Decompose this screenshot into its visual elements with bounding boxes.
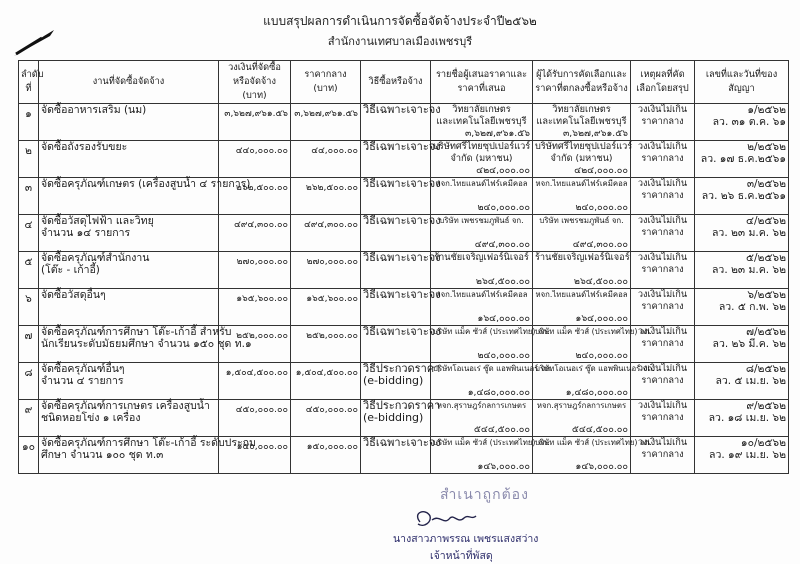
handwritten-signature	[410, 506, 480, 532]
winner-line: บริษัทโอเนอเร่ ซู๊ด แอพพินเนอร์ จก.	[535, 364, 655, 373]
procurement-table	[18, 60, 789, 474]
item-line: จัดซื้อครุภัณฑ์การศึกษา โต๊ะ-เก้าอี้ ระดับประถม	[41, 437, 256, 449]
table-row	[19, 215, 789, 252]
cell-mid-price	[291, 437, 361, 474]
cell-winner	[533, 363, 655, 400]
bidder-line: ๒๔๐,๐๐๐.๐๐	[477, 202, 530, 213]
cell-no	[19, 363, 39, 400]
budget-value: ๓,๖๒๗,๙๖๑.๕๖	[224, 109, 288, 119]
budget-value: ๒๖๒,๕๐๐.๐๐	[235, 183, 288, 193]
winner-line: จำกัด (มหาชน)	[550, 153, 613, 164]
cell-method	[361, 288, 441, 326]
bidder-line: หจก.ไทยแลนด์ไฟร์เคมีคอล	[435, 179, 528, 188]
bidder-line: บริษัท เพชรชมภูพันธ์ จก.	[439, 216, 524, 225]
contract-line: ลว. ๑๙ เม.ย. ๖๒	[709, 449, 786, 461]
cell-item	[39, 289, 219, 326]
contract-line: ลว. ๒๓ ม.ค. ๖๒	[712, 227, 786, 239]
bidder-line: ๑๖๔,๐๐๐.๐๐	[477, 313, 530, 324]
cell-winner	[533, 326, 652, 363]
winner-line: หจก.ไทยแลนด์ไฟร์เคมีคอล	[535, 179, 628, 188]
mid-price-value: ๓,๖๒๗,๙๖๑.๕๖	[294, 109, 358, 119]
method-line: วิธีเฉพาะเจาะจง	[363, 325, 441, 338]
header-bidders: รายชื่อผู้เสนอราคาและราคาที่เสนอ	[431, 61, 533, 104]
mid-price-value: ๑,๕๐๔,๕๐๐.๐๐	[295, 368, 358, 378]
winner-line	[535, 264, 628, 276]
cell-bidder	[431, 178, 533, 215]
cell-mid-price	[291, 363, 361, 400]
bidder-line: บริษัท แม็ค ซัวส์ (ประเทศไทย) จก.	[433, 438, 550, 447]
no-value: ๕	[24, 256, 33, 268]
table-row	[19, 400, 789, 437]
cell-no	[19, 141, 39, 178]
cell-contract	[695, 141, 789, 178]
cell-bidder	[431, 400, 533, 437]
cell-item	[39, 141, 219, 178]
cell-no	[19, 437, 39, 474]
contract-line: ลว. ๕ ก.พ. ๖๒	[718, 301, 786, 313]
cell-method	[361, 214, 441, 252]
certified-copy-stamp: สำเนาถูกต้อง	[440, 487, 529, 503]
cell-budget	[219, 141, 291, 178]
cell-item	[39, 215, 219, 252]
winner-line: หจก.สุราษฎร์กลการเกษตร	[536, 401, 627, 410]
header-budget: วงเงินที่จัดซื้อหรือจัดจ้าง (บาท)	[219, 61, 291, 104]
cell-mid-price	[291, 400, 361, 437]
mid-price-value: ๒๖๒,๕๐๐.๐๐	[305, 183, 358, 193]
reason-line: ราคากลาง	[641, 227, 684, 238]
reason-line: วงเงินไม่เกิน	[637, 326, 688, 337]
winner-line: ๑๔๖,๐๐๐.๐๐	[575, 461, 628, 472]
cell-winner	[533, 215, 631, 252]
header-method: วิธีซื้อหรือจ้าง	[361, 61, 431, 104]
cell-no	[19, 178, 39, 215]
reason-line: วงเงินไม่เกิน	[637, 141, 688, 152]
method-line: วิธีประกวดราคา	[363, 399, 441, 412]
contract-line: ๗/๒๕๖๒	[746, 326, 786, 338]
winner-line: บริษัท แม็ค ซัวส์ (ประเทศไทย) จก.	[535, 438, 652, 447]
mid-price-value: ๑๕๐,๐๐๐.๐๐	[306, 442, 358, 452]
bidder-line	[433, 227, 530, 239]
bidder-line: ๑,๔๘๐,๐๐๐.๐๐	[467, 387, 530, 398]
mid-price-value: ๔๙๔,๓๐๐.๐๐	[303, 220, 358, 230]
method-line: วิธีเฉพาะเจาะจง	[363, 214, 441, 227]
item-line: นักเรียนระดับมัธยมศึกษา จำนวน ๑๕๐ ชุด ท.๑	[41, 338, 252, 350]
cell-mid-price	[291, 104, 361, 141]
item-line: จัดซื้อถังรองรับขยะ	[41, 141, 128, 153]
method-line: วิธีเฉพาะเจาะจง	[363, 251, 441, 264]
reason-line: ราคากลาง	[641, 338, 684, 349]
reason-line: ราคากลาง	[641, 116, 684, 127]
mid-price-value: ๒๗๐,๐๐๐.๐๐	[306, 257, 358, 267]
cell-method	[361, 362, 441, 400]
bidder-line: หจก.ไทยแลนด์ไฟร์เคมีคอล	[435, 290, 528, 299]
cell-bidder	[431, 141, 533, 178]
winner-line	[535, 301, 628, 313]
no-value: ๑๐	[21, 441, 36, 453]
cell-budget	[219, 400, 291, 437]
cell-no	[19, 252, 39, 289]
cell-method	[361, 177, 441, 215]
winner-line	[535, 412, 628, 424]
no-value: ๙	[24, 404, 33, 416]
cell-reason	[631, 215, 695, 252]
table-row	[19, 252, 789, 289]
winner-line	[535, 190, 628, 202]
cell-reason	[631, 141, 695, 178]
item-line	[41, 301, 216, 313]
contract-line: ๖/๒๕๖๒	[747, 289, 786, 301]
cell-item	[39, 326, 252, 363]
document-subtitle: สำนักงานเทศบาลเมืองเพชรบุรี	[327, 35, 473, 48]
cell-item	[39, 252, 219, 289]
cell-contract	[695, 326, 789, 363]
header-contract: เลขที่และวันที่ของสัญญา	[695, 61, 789, 104]
method-line	[363, 301, 428, 313]
reason-line: วงเงินไม่เกิน	[637, 178, 688, 189]
table-header-row	[19, 61, 789, 104]
method-line	[363, 264, 428, 276]
contract-line: ลว. ๒๓ ม.ค. ๖๒	[712, 264, 786, 276]
method-line	[363, 153, 428, 165]
item-line	[41, 190, 216, 202]
bidder-line: วิทยาลัยเกษตร	[452, 104, 511, 115]
contract-line: ลว. ๑๘ เม.ย. ๖๒	[708, 412, 786, 424]
cell-contract	[695, 215, 789, 252]
cell-mid-price	[291, 326, 361, 363]
cell-mid-price	[291, 289, 361, 326]
item-line: จัดซื้อครุภัณฑ์การเกษตร เครื่องสูบน้ำ	[41, 400, 210, 412]
item-line	[41, 116, 216, 128]
bidder-line: ร้านชัยเจริญเฟอร์นิเจอร์	[434, 252, 529, 263]
item-line: จัดซื้อครุภัณฑ์สำนักงาน	[41, 252, 150, 264]
cell-method	[361, 399, 441, 437]
item-line: จัดซื้อวัสดุอื่นๆ	[41, 289, 106, 301]
no-value: ๒	[25, 145, 32, 157]
contract-line: ลว. ๓๑ ต.ค. ๖๑	[712, 116, 786, 128]
winner-line: หจก.ไทยแลนด์ไฟร์เคมีคอล	[535, 290, 628, 299]
bidder-line: ๓,๖๒๗,๙๖๑.๕๖	[464, 128, 530, 139]
cell-item	[39, 178, 251, 215]
cell-bidder	[431, 215, 533, 252]
bidder-line: หจก.สุราษฎร์กลการเกษตร	[436, 401, 527, 410]
method-line	[363, 227, 428, 239]
contract-line: ๙/๒๕๖๒	[746, 400, 786, 412]
cell-reason	[631, 178, 695, 215]
bidder-line: ๒๔๐,๐๐๐.๐๐	[477, 350, 530, 361]
table-row	[19, 437, 789, 474]
bidder-line	[433, 338, 530, 350]
winner-line: ๑,๔๘๐,๐๐๐.๐๐	[565, 387, 628, 398]
contract-line: ลว. ๒๖ ธ.ค.๒๕๖๑	[701, 190, 786, 202]
method-line: วิธีเฉพาะเจาะจง	[363, 140, 441, 153]
method-line	[363, 338, 428, 350]
budget-value: ๑,๕๐๔,๕๐๐.๐๐	[225, 368, 288, 378]
cell-item	[39, 104, 219, 141]
item-line: จัดซื้อครุภัณฑ์การศึกษา โต๊ะ-เก้าอี้ สำหรับ	[41, 326, 232, 338]
bidder-line: บริษัทศรีไทยซุปเปอร์แวร์	[433, 141, 531, 152]
mid-price-value: ๑๖๕,๖๐๐.๐๐	[306, 294, 358, 304]
budget-value: ๒๗๐,๐๐๐.๐๐	[236, 257, 288, 267]
header-no: ลำดับที่	[19, 61, 39, 104]
method-line: วิธีเฉพาะเจาะจง	[363, 288, 441, 301]
no-value: ๗	[24, 330, 33, 342]
winner-line: วิทยาลัยเกษตร	[552, 104, 611, 115]
cell-winner	[533, 178, 631, 215]
no-value: ๖	[25, 293, 32, 305]
cell-reason	[631, 400, 695, 437]
cell-reason	[631, 437, 695, 474]
header-winner: ผู้ได้รับการคัดเลือกและราคาที่ตกลงซื้อหรือจ้าง	[533, 61, 631, 104]
bidder-line: บริษัทโอเนอเร่ ซู๊ด แอพพินเนอร์ จก.	[433, 364, 553, 373]
no-value: ๘	[24, 367, 33, 379]
contract-line: ๕/๒๕๖๒	[746, 252, 786, 264]
table-row	[19, 289, 789, 326]
item-line: จัดซื้อครุภัณฑ์อื่นๆ	[41, 363, 125, 375]
winner-line: ๓,๖๒๗,๙๖๑.๕๖	[562, 128, 628, 139]
winner-line: ร้านชัยเจริญเฟอร์นิเจอร์	[535, 252, 630, 263]
cell-winner	[533, 104, 631, 141]
contract-line: ลว. ๒๖ มี.ค. ๖๒	[712, 338, 786, 350]
budget-value: ๔๙๔,๓๐๐.๐๐	[233, 220, 288, 230]
cell-reason	[631, 252, 695, 289]
bidder-line	[433, 375, 530, 387]
cell-reason	[631, 363, 695, 400]
cell-item	[39, 400, 219, 437]
signer-position: เจ้าหน้าที่พัสดุ	[430, 550, 493, 562]
winner-line	[535, 227, 628, 239]
winner-line: ๕๔๔,๕๐๐.๐๐	[571, 424, 628, 435]
no-value: ๑	[25, 108, 32, 120]
cell-bidder	[431, 289, 533, 326]
contract-line: ๑๐/๒๕๖๒	[740, 437, 786, 449]
reason-line: ราคากลาง	[641, 375, 684, 386]
cell-no	[19, 400, 39, 437]
cell-method	[361, 103, 441, 141]
winner-line: และเทคโนโลยีเพชรบุรี	[536, 116, 627, 127]
cell-reason	[631, 326, 695, 363]
winner-line: ๒๔๐,๐๐๐.๐๐	[575, 350, 628, 361]
method-line	[363, 449, 428, 461]
bidder-line: ๔๙๔,๓๐๐.๐๐	[474, 239, 530, 250]
reason-line: วงเงินไม่เกิน	[637, 252, 688, 263]
no-value: ๔	[24, 219, 33, 231]
cell-bidder	[431, 252, 533, 289]
item-line: ศึกษา จำนวน ๑๐๐ ชุด ท.๓	[41, 449, 164, 461]
cell-budget	[219, 252, 291, 289]
cell-winner	[533, 141, 631, 178]
reason-line: ราคากลาง	[641, 264, 684, 275]
cell-no	[19, 289, 39, 326]
winner-line: บริษัท แม็ค ซัวส์ (ประเทศไทย) จก.	[535, 327, 652, 336]
winner-line: ๒๖๔,๕๐๐.๐๐	[573, 276, 628, 287]
cell-mid-price	[291, 215, 361, 252]
method-line: (e-bidding)	[363, 411, 424, 424]
item-line: จำนวน ๑๔ รายการ	[41, 227, 131, 239]
item-line: จัดซื้อครุภัณฑ์เกษตร (เครื่องสูบน้ำ ๔ รายการ)	[41, 178, 251, 190]
no-value: ๓	[24, 182, 33, 194]
reason-line: วงเงินไม่เกิน	[637, 437, 688, 448]
mid-price-value: ๔๔,๐๐๐.๐๐	[311, 146, 358, 156]
bidder-line	[433, 301, 530, 313]
reason-line: ราคากลาง	[641, 449, 684, 460]
reason-line: วงเงินไม่เกิน	[637, 289, 688, 300]
bidder-line: จำกัด (มหาชน)	[450, 153, 513, 164]
bidder-line	[433, 412, 530, 424]
signer-name: นางสาวภาพรรณ เพชรแสงสว่าง	[393, 533, 539, 545]
cell-budget	[219, 104, 291, 141]
cell-winner	[533, 400, 631, 437]
item-line: จำนวน ๔ รายการ	[41, 375, 124, 387]
reason-line: วงเงินไม่เกิน	[637, 215, 688, 226]
contract-line: ๔/๒๕๖๒	[746, 215, 786, 227]
cell-bidder	[431, 363, 553, 400]
cell-method	[361, 436, 441, 474]
winner-line: ๔๙๔,๓๐๐.๐๐	[572, 239, 628, 250]
item-line: จัดซื้อวัสดุไฟฟ้า และวิทยุ	[41, 215, 154, 227]
cell-contract	[695, 252, 789, 289]
method-line	[363, 190, 428, 202]
method-line: วิธีเฉพาะเจาะจง	[363, 177, 441, 190]
cell-no	[19, 215, 39, 252]
mid-price-value: ๒๕๒,๐๐๐.๐๐	[306, 331, 358, 341]
method-line: วิธีประกวดราคา	[363, 362, 441, 375]
contract-line: ๓/๒๕๖๒	[746, 178, 786, 190]
winner-line	[535, 338, 628, 350]
cell-item	[39, 437, 256, 474]
cell-budget	[219, 363, 291, 400]
cell-method	[361, 325, 441, 363]
method-line: วิธีเฉพาะเจาะจง	[363, 436, 441, 449]
cell-budget	[219, 215, 291, 252]
cell-mid-price	[291, 141, 361, 178]
cell-method	[361, 140, 441, 178]
cell-budget	[219, 289, 291, 326]
winner-line	[535, 375, 628, 387]
bidder-line: และเทคโนโลยีเพชรบุรี	[436, 116, 527, 127]
budget-value: ๒๕๒,๐๐๐.๐๐	[236, 331, 288, 341]
bidder-line: ๒๖๔,๕๐๐.๐๐	[475, 276, 530, 287]
cell-contract	[695, 289, 789, 326]
reason-line: ราคากลาง	[641, 190, 684, 201]
method-line	[363, 116, 428, 128]
bidder-line: ๑๔๖,๐๐๐.๐๐	[477, 461, 530, 472]
cell-mid-price	[291, 178, 361, 215]
budget-value: ๔๕๐,๐๐๐.๐๐	[235, 405, 288, 415]
method-line: (e-bidding)	[363, 374, 424, 387]
reason-line: ราคากลาง	[641, 412, 684, 423]
table-row	[19, 104, 789, 141]
method-line: วิธีเฉพาะเจาะจง	[363, 103, 441, 116]
reason-line: ราคากลาง	[641, 153, 684, 164]
cell-contract	[695, 104, 789, 141]
bidder-line: บริษัท แม็ค ซัวส์ (ประเทศไทย) จก.	[433, 327, 550, 336]
item-line: ชนิดหอยโข่ง ๑ เครื่อง	[41, 412, 141, 424]
cell-mid-price	[291, 252, 361, 289]
cell-contract	[695, 437, 789, 474]
reason-line: ราคากลาง	[641, 301, 684, 312]
budget-value: ๑๕๐,๐๐๐.๐๐	[236, 442, 288, 452]
item-line: (โต๊ะ - เก้าอี้)	[41, 264, 100, 276]
table-row	[19, 141, 789, 178]
cell-contract	[695, 400, 789, 437]
cell-winner	[533, 289, 631, 326]
reason-line: วงเงินไม่เกิน	[637, 363, 688, 374]
table-row	[19, 178, 789, 215]
bidder-line: ๕๔๔,๕๐๐.๐๐	[473, 424, 530, 435]
cell-winner	[533, 252, 631, 289]
mid-price-value: ๔๕๐,๐๐๐.๐๐	[305, 405, 358, 415]
cell-reason	[631, 104, 695, 141]
cell-bidder	[431, 326, 550, 363]
reason-line: วงเงินไม่เกิน	[637, 104, 688, 115]
contract-line: ๒/๒๕๖๒	[747, 141, 786, 153]
winner-line	[535, 449, 628, 461]
contract-line: ๑/๒๕๖๒	[747, 104, 786, 116]
header-reason: เหตุผลที่คัดเลือกโดยสรุป	[631, 61, 695, 104]
cell-contract	[695, 178, 789, 215]
cell-no	[19, 326, 39, 363]
header-item: งานที่จัดซื้อจัดจ้าง	[39, 61, 219, 104]
cell-item	[39, 363, 219, 400]
contract-line: ลว. ๕ เม.ย. ๖๒	[715, 375, 786, 387]
winner-line: ๔๒๔,๐๐๐.๐๐	[574, 165, 628, 176]
item-line	[41, 153, 216, 165]
contract-line: ลว. ๑๗ ธ.ค.๒๕๖๑	[700, 153, 786, 165]
winner-line: ๒๔๐,๐๐๐.๐๐	[575, 202, 628, 213]
budget-value: ๔๔๐,๐๐๐.๐๐	[235, 146, 288, 156]
reason-line: วงเงินไม่เกิน	[637, 400, 688, 411]
cell-no	[19, 104, 39, 141]
winner-line: ๑๖๔,๐๐๐.๐๐	[575, 313, 628, 324]
winner-line: บริษัทศรีไทยซุปเปอร์แวร์	[535, 141, 633, 152]
table-row	[19, 363, 789, 400]
bidder-line	[433, 264, 530, 276]
document-title: แบบสรุปผลการดำเนินการจัดซื้อจัดจ้างประจำปี๒๕๖๒	[263, 14, 537, 28]
cell-bidder	[431, 104, 533, 141]
bidder-line	[433, 190, 530, 202]
cell-winner	[533, 437, 652, 474]
cell-method	[361, 251, 441, 289]
winner-line: บริษัท เพชรชมภูพันธ์ จก.	[539, 216, 624, 225]
bidder-line	[433, 449, 530, 461]
bidder-line: ๔๒๔,๐๐๐.๐๐	[476, 165, 530, 176]
budget-value: ๑๖๕,๖๐๐.๐๐	[236, 294, 288, 304]
contract-line: ๘/๒๕๖๒	[745, 363, 786, 375]
cell-contract	[695, 363, 789, 400]
item-line: จัดซื้ออาหารเสริม (นม)	[41, 104, 147, 116]
cell-bidder	[431, 437, 550, 474]
cell-reason	[631, 289, 695, 326]
table-row	[19, 326, 789, 363]
header-mid-price: ราคากลาง (บาท)	[291, 61, 361, 104]
